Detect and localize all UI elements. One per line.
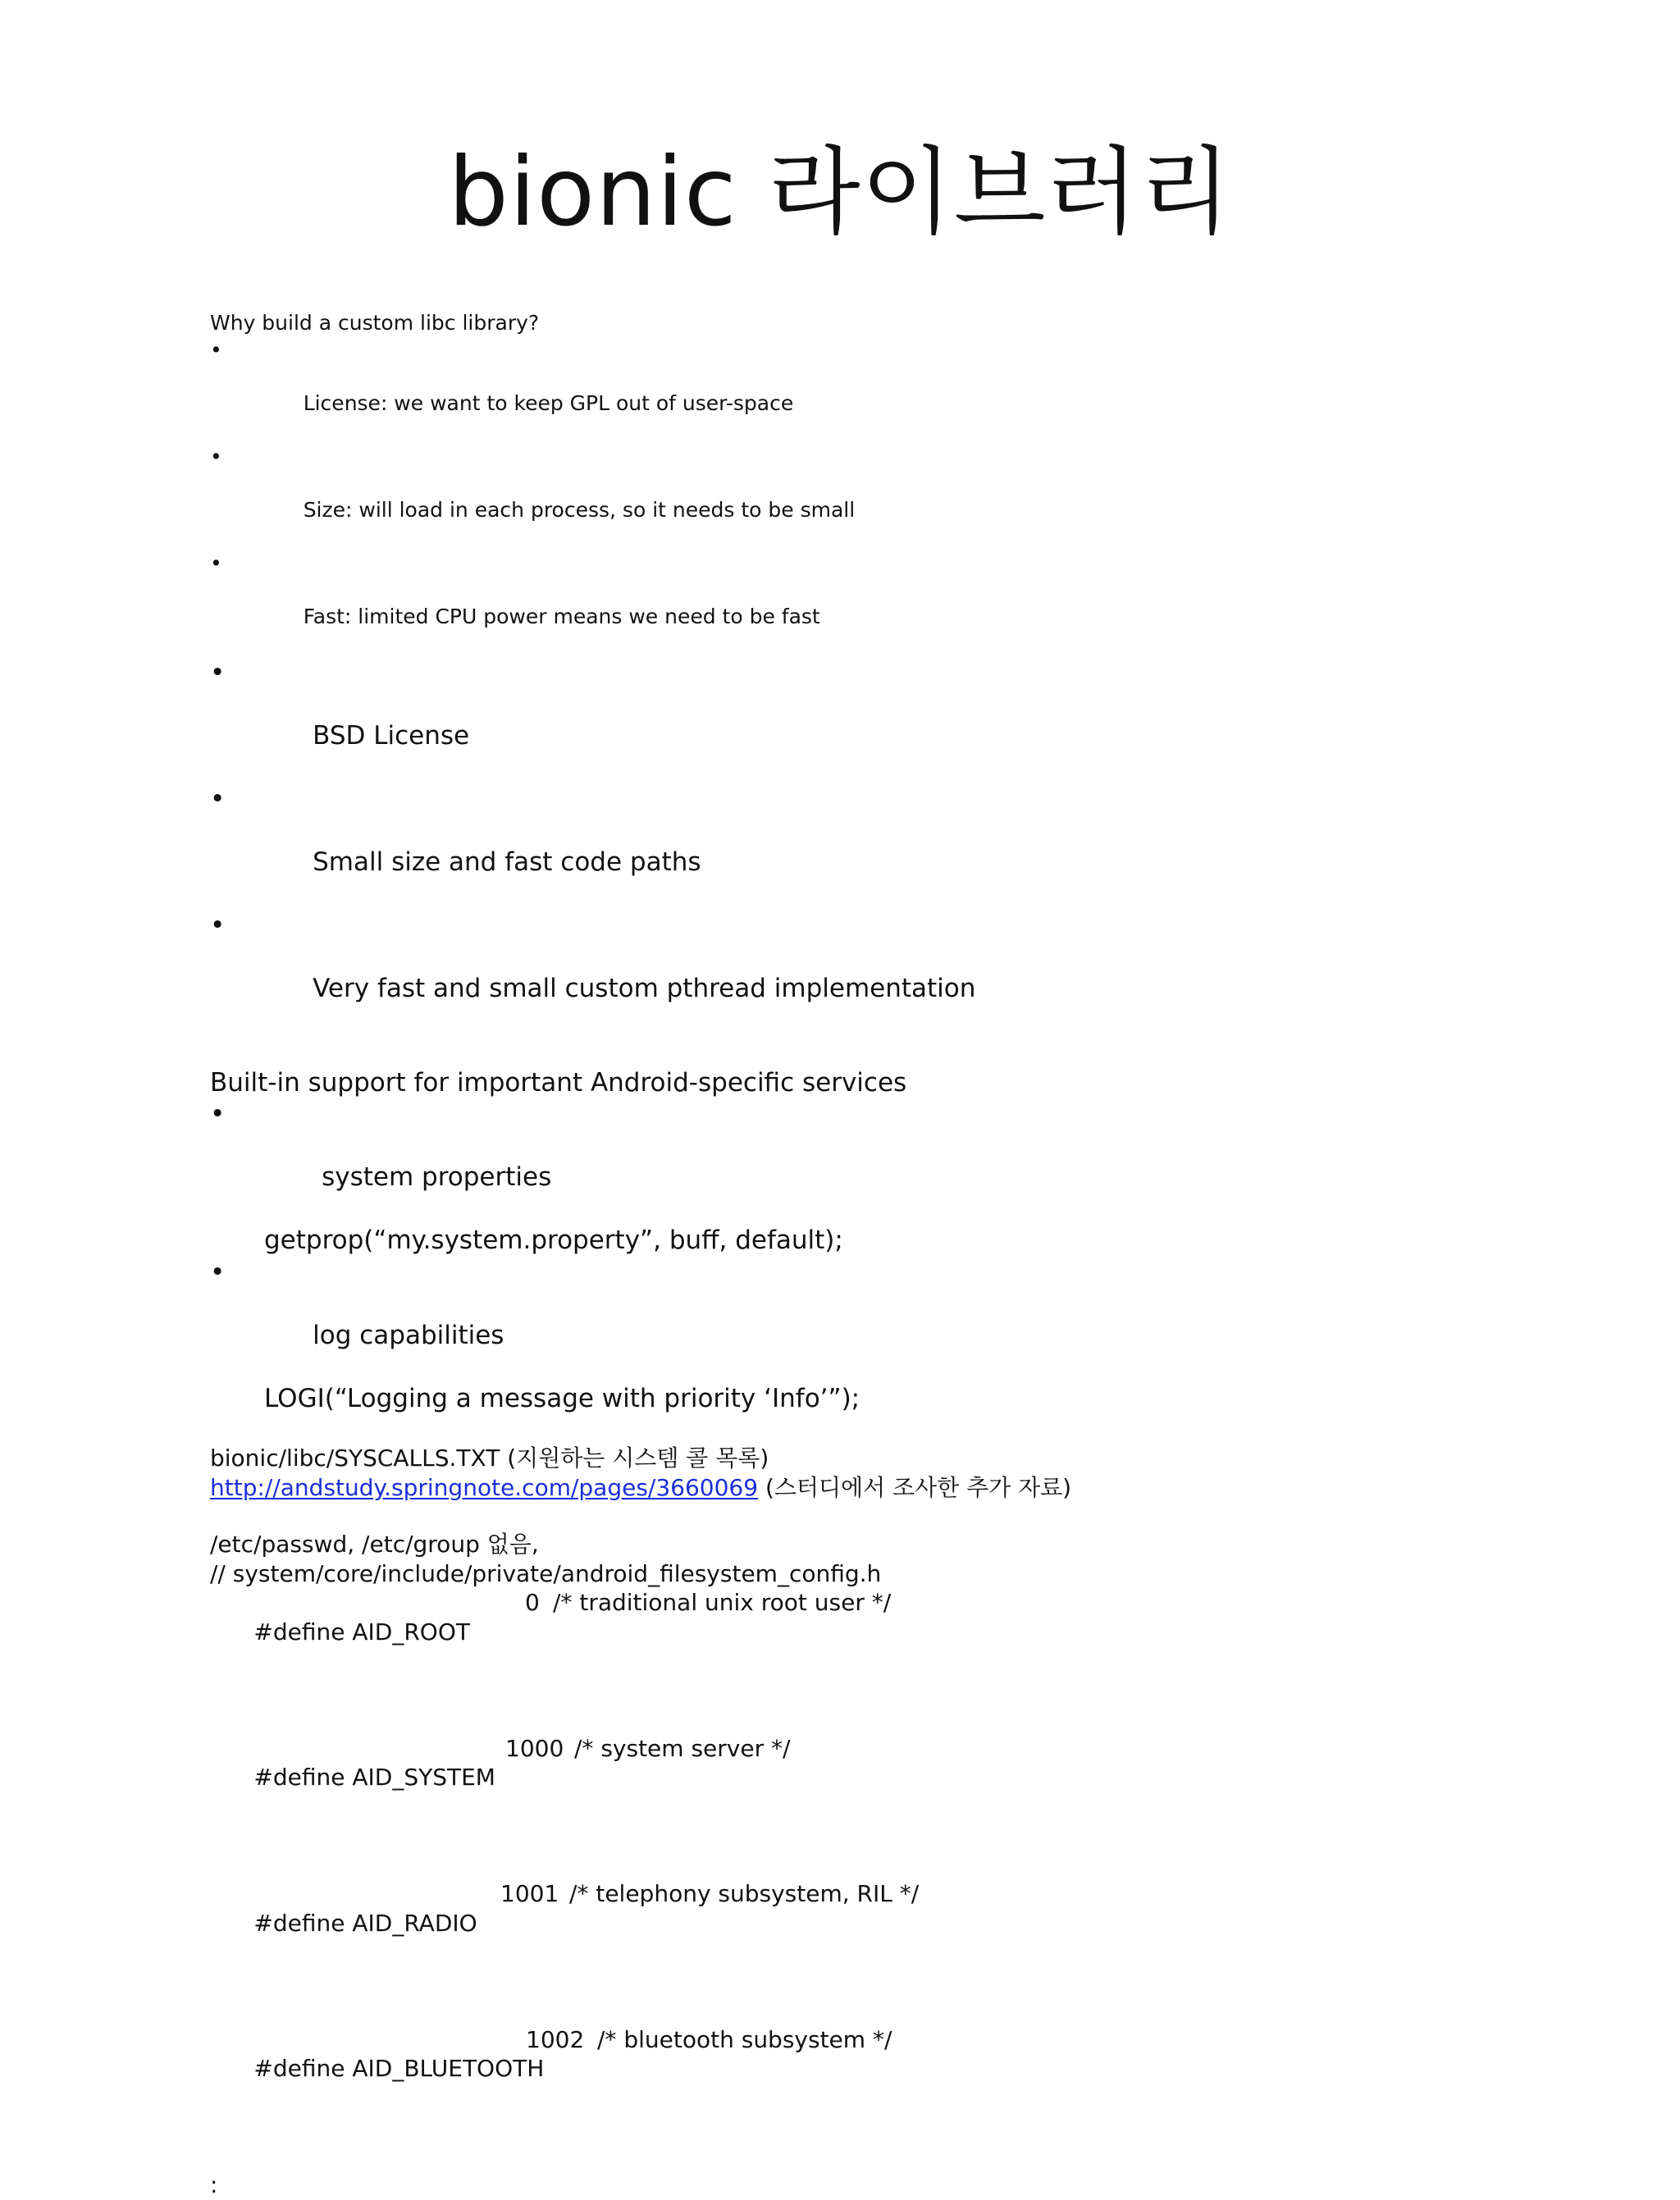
feature-item [210,657,1440,783]
bullet: • [210,550,222,575]
define-value: 0 [525,1589,540,1616]
reason-item [210,444,1440,550]
define-line [210,1588,1440,1734]
config-path: // system/core/include/private/android_filesystem_config.h [210,1559,882,1587]
builtin-label: log capabilities [313,1320,504,1350]
bullet: • [210,1257,226,1287]
define-value: 1002 [526,2025,585,2053]
why-heading: Why build a custom libc library? [210,311,540,335]
define-line [210,1734,1440,1880]
feature-item [210,783,1440,910]
bullet: • [210,657,226,687]
builtin-heading: Built-in support for important Android-specific services [210,1067,907,1098]
define-value: 1001 [500,1880,559,1907]
reason-text: Fast: limited CPU power means we need to be fast [303,604,820,628]
reason-item [210,337,1440,444]
feature-item [210,910,1440,1036]
define-comment: /* bluetooth subsystem */ [597,2025,892,2053]
define-line [210,1879,1440,2025]
slide-body [210,310,1440,2200]
builtin-item [210,1257,1440,1383]
study-link[interactable]: http://andstudy.springnote.com/pages/3660069 [210,1473,759,1501]
define-comment: /* traditional unix root user */ [553,1589,892,1616]
link-note: (스터디에서 조사한 추가 자료) [758,1473,1072,1501]
spacer [210,1414,1440,1444]
bullet: • [210,444,222,468]
feature-text: BSD License [313,720,470,751]
builtin-code: LOGI(“Logging a message with priority ‘Info’”); [264,1383,861,1413]
ellipsis: : [210,2171,218,2198]
define-name: #define AID_SYSTEM [253,1764,495,1791]
builtin-item [210,1098,1440,1225]
config-intro: /etc/passwd, /etc/group 없음, [210,1531,539,1558]
bullet: • [210,910,226,940]
syscalls-ref: bionic/libc/SYSCALLS.TXT (지원하는 시스템 콜 목록) [210,1445,769,1472]
define-value: 1000 [505,1734,564,1762]
spacer [210,1036,1440,1067]
reason-text: Size: will load in each process, so it needs to be small [303,497,856,522]
builtin-label: system properties [322,1162,552,1192]
feature-text: Very fast and small custom pthread implementation [313,973,976,1003]
define-comment: /* system server */ [574,1734,791,1762]
define-comment: /* telephony subsystem, RIL */ [569,1880,920,1907]
bullet: • [210,337,222,362]
define-name: #define AID_ROOT [253,1618,470,1645]
reason-text: License: we want to keep GPL out of user-space [303,390,794,415]
slide-title: bionic 라이브러리 [448,137,1232,248]
define-name: #define AID_BLUETOOTH [253,2055,545,2082]
builtin-code: getprop(“my.system.property”, buff, default); [264,1226,843,1255]
reason-item [210,550,1440,657]
spacer [210,1502,1440,1530]
bullet: • [210,783,226,814]
define-name: #define AID_RADIO [253,1909,477,1937]
define-line [210,2025,1440,2171]
bullet: • [210,1099,226,1129]
link-line [210,1473,1440,1503]
feature-text: Small size and fast code paths [313,847,701,877]
